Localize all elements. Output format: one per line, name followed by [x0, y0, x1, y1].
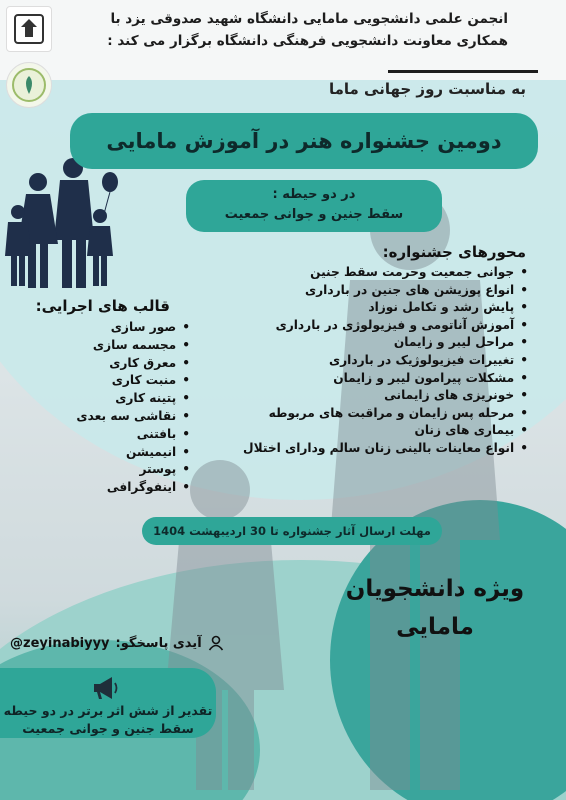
deadline-banner [142, 517, 442, 545]
list-item: • صور سازی [60, 319, 190, 337]
list-item: • بیماری های زنان [238, 422, 528, 440]
topics-title: محورهای جشنواره: [382, 243, 526, 261]
list-item: • پایش رشد و تکامل نوزاد [238, 299, 528, 317]
list-item: • مراحل لیبر و زایمان [238, 334, 528, 352]
topics-list [238, 264, 528, 458]
sections-box [186, 180, 442, 232]
list-item: • انیمیشن [60, 444, 190, 462]
award-line-2: سقط جنین و جوانی جمعیت [22, 721, 194, 736]
festival-title-banner [70, 113, 538, 169]
formats-list [60, 319, 190, 497]
list-item: • پتینه کاری [60, 390, 190, 408]
header-line-2: همکاری معاونت دانشجویی فرهنگی دانشگاه برگزار می کند : [107, 33, 508, 49]
list-item: • انواع معاینات بالینی زنان سالم ودارای اختلال [238, 440, 528, 458]
sections-line-1: در دو حیطه : [272, 187, 356, 202]
occasion-text: به مناسبت روز جهانی ماما [329, 80, 526, 98]
special-line-1: ویژه دانشجویان [345, 576, 525, 602]
formats-title: قالب های اجرایی: [35, 297, 170, 315]
list-item: • تغییرات فیزیولوژیک در بارداری [238, 352, 528, 370]
list-item: • جوانی جمعیت وحرمت سقط جنین [238, 264, 528, 282]
family-silhouette [0, 150, 120, 290]
list-item: • آموزش آناتومی و فیزیولوژی در بارداری [238, 317, 528, 335]
list-item: • نقاشی سه بعدی [60, 408, 190, 426]
list-item: • بافتنی [60, 426, 190, 444]
list-item: • خونریزی های زایمانی [238, 387, 528, 405]
festival-title: دومین جشنواره هنر در آموزش مامایی [106, 129, 502, 153]
header-text [38, 8, 508, 52]
user-icon [208, 635, 224, 651]
list-item: • منبت کاری [60, 372, 190, 390]
contact-info [10, 635, 224, 651]
list-item: • اینفوگرافی [60, 479, 190, 497]
divider [388, 70, 538, 73]
list-item: • مجسمه سازی [60, 337, 190, 355]
megaphone-icon [90, 674, 120, 702]
award-line-1: تقدیر از شش اثر برتر در دو حیطه [3, 703, 213, 718]
association-logo [6, 62, 52, 108]
list-item: • مشکلات پیرامون لیبر و زایمان [238, 370, 528, 388]
list-item: • پوستر [60, 461, 190, 479]
deadline-text: مهلت ارسال آثار جشنواره تا 30 اردیبهشت 1404 [153, 524, 431, 538]
contact-label: آیدی پاسخگو: [115, 635, 202, 651]
header-line-1: انجمن علمی دانشجویی مامایی دانشگاه شهید صدوقی یزد با [110, 11, 508, 27]
list-item: • مرحله پس زایمان و مراقبت های مربوطه [238, 405, 528, 423]
special-audience [332, 570, 538, 646]
contact-handle[interactable]: @zeyinabiyyy [10, 635, 110, 651]
special-line-2: مامایی [396, 614, 474, 640]
list-item: • معرق کاری [60, 355, 190, 373]
sections-line-2: سقط جنین و جوانی جمعیت [224, 207, 404, 222]
list-item: • انواع پوزیشن های جنین در بارداری [238, 282, 528, 300]
